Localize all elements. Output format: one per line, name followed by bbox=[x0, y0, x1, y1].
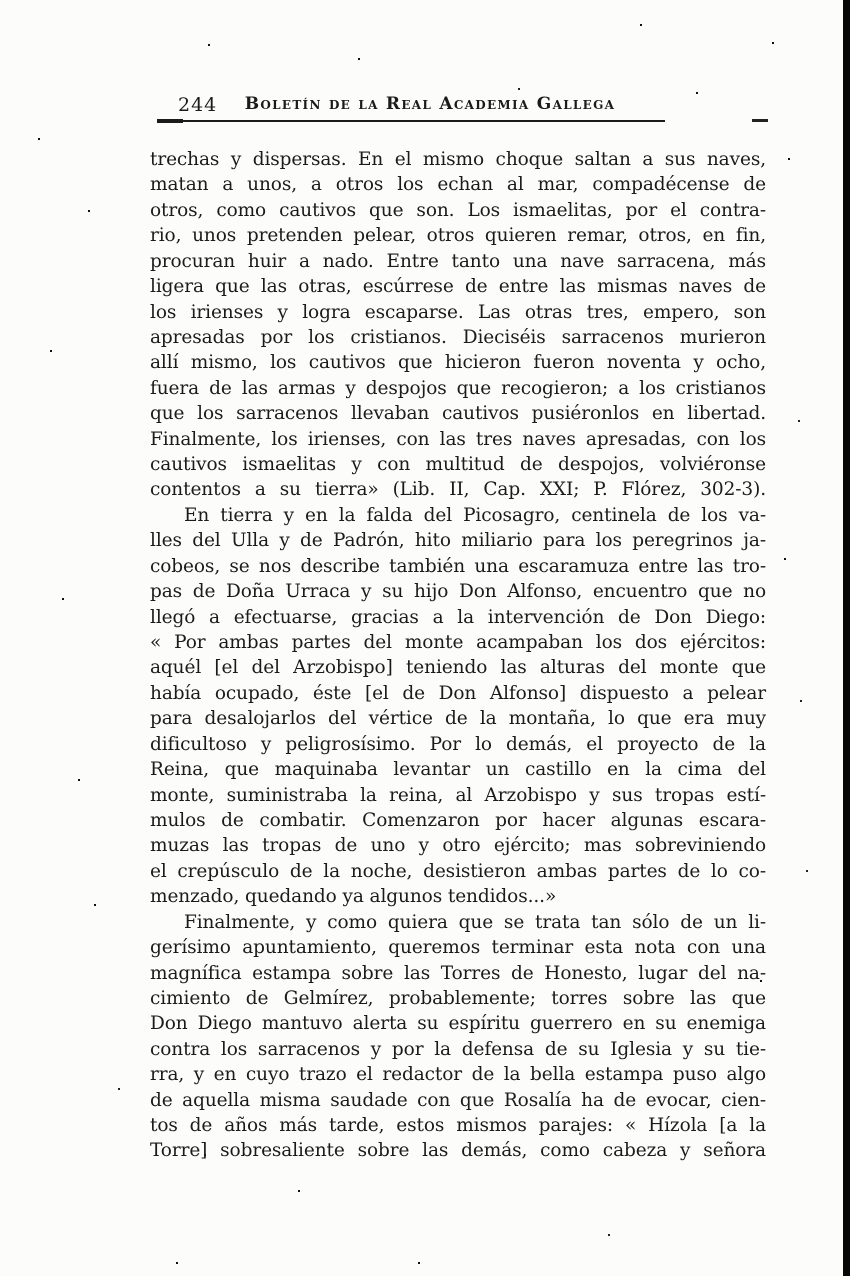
header-rule-dash bbox=[752, 119, 768, 122]
text-line: dificultoso y peligrosísimo. Por lo demás, el proyecto de la bbox=[150, 733, 766, 755]
page-header bbox=[0, 94, 850, 120]
text-line: aquél [el del Arzobispo] teniendo las alturas del monte que bbox=[150, 657, 766, 679]
text-line: para desalojarlos del vértice de la montaña, lo que era muy bbox=[150, 708, 766, 730]
text-line: el crepúsculo de la noche, desistieron ambas partes de lo co- bbox=[150, 860, 766, 882]
text-line: Finalmente, los irienses, con las tres naves apresadas, con los bbox=[150, 428, 766, 450]
scan-noise-speckles bbox=[0, 0, 2, 2]
text-line: « Por ambas partes del monte acampaban los dos ejércitos: bbox=[150, 632, 766, 654]
header-rule bbox=[157, 120, 665, 122]
text-line: fuera de las armas y despojos que recogieron; a los cristianos bbox=[150, 377, 766, 399]
text-line: había ocupado, éste [el de Don Alfonso] dispuesto a pelear bbox=[150, 682, 766, 704]
page-number: 244 bbox=[178, 94, 218, 116]
text-line: rio, unos pretenden pelear, otros quieren remar, otros, en fin, bbox=[150, 225, 766, 247]
text-line: de aquella misma saudade con que Rosalía ha de evocar, cien- bbox=[150, 1089, 766, 1111]
text-line: En tierra y en la falda del Picosagro, centinela de los va- bbox=[184, 504, 766, 526]
text-line: allí mismo, los cautivos que hicieron fueron noventa y ocho, bbox=[150, 352, 766, 374]
text-body bbox=[150, 147, 766, 1164]
text-line: magnífica estampa sobre las Torres de Honesto, lugar del na- bbox=[150, 962, 766, 984]
text-line: llegó a efectuarse, gracias a la intervención de Don Diego: bbox=[150, 606, 766, 628]
text-line: lles del Ulla y de Padrón, hito miliario para los peregrinos ja- bbox=[150, 530, 766, 552]
text-line: muzas las tropas de uno y otro ejército; mas sobreviniendo bbox=[150, 835, 766, 857]
text-line: contra los sarracenos y por la defensa de su Iglesia y su tie- bbox=[150, 1038, 766, 1060]
text-line: ligera que las otras, escúrrese de entre las mismas naves de bbox=[150, 276, 766, 298]
text-line: matan a unos, a otros los echan al mar, compadécense de bbox=[150, 174, 766, 196]
text-line: los irienses y logra escaparse. Las otras tres, empero, son bbox=[150, 301, 766, 323]
text-line: rra, y en cuyo trazo el redactor de la bella estampa puso algo bbox=[150, 1064, 766, 1086]
text-line: procuran huir a nado. Entre tanto una nave sarracena, más bbox=[150, 250, 766, 272]
text-line: pas de Doña Urraca y su hijo Don Alfonso, encuentro que no bbox=[150, 581, 766, 603]
text-line: menzado, quedando ya algunos tendidos...» bbox=[150, 886, 557, 908]
text-line: Torre] sobresaliente sobre las demás, como cabeza y señora bbox=[150, 1140, 766, 1162]
text-line: contentos a su tierra» (Lib. II, Cap. XXI; P. Flórez, 302-3). bbox=[150, 479, 766, 501]
scan-edge-strip bbox=[843, 0, 850, 1276]
text-line: trechas y dispersas. En el mismo choque saltan a sus naves, bbox=[150, 149, 766, 170]
text-line: cobeos, se nos describe también una escaramuza entre las tro- bbox=[150, 555, 766, 577]
text-line: apresadas por los cristianos. Dieciséis sarracenos murieron bbox=[150, 326, 766, 348]
text-line: otros, como cautivos que son. Los ismaelitas, por el contra- bbox=[150, 199, 766, 221]
text-line: tos de años más tarde, estos mismos parajes: « Hízola [a la bbox=[150, 1115, 766, 1137]
text-line: gerísimo apuntamiento, queremos terminar esta nota con una bbox=[150, 937, 766, 959]
text-line: cautivos ismaelitas y con multitud de despojos, volviéronse bbox=[150, 454, 766, 476]
running-title: Boletín de la Real Academia Gallega bbox=[244, 94, 616, 114]
text-line: Reina, que maquinaba levantar un castillo en la cima del bbox=[150, 759, 766, 781]
text-line: mulos de combatir. Comenzaron por hacer algunas escara- bbox=[150, 809, 766, 831]
text-line: Finalmente, y como quiera que se trata tan sólo de un li- bbox=[184, 911, 766, 933]
text-line: monte, suministraba la reina, al Arzobispo y sus tropas estí- bbox=[150, 784, 766, 806]
text-line: Don Diego mantuvo alerta su espíritu guerrero en su enemiga bbox=[150, 1013, 766, 1035]
text-line: cimiento de Gelmírez, probablemente; torres sobre las que bbox=[150, 987, 766, 1009]
text-line: que los sarracenos llevaban cautivos pusiéronlos en libertad. bbox=[150, 403, 766, 425]
